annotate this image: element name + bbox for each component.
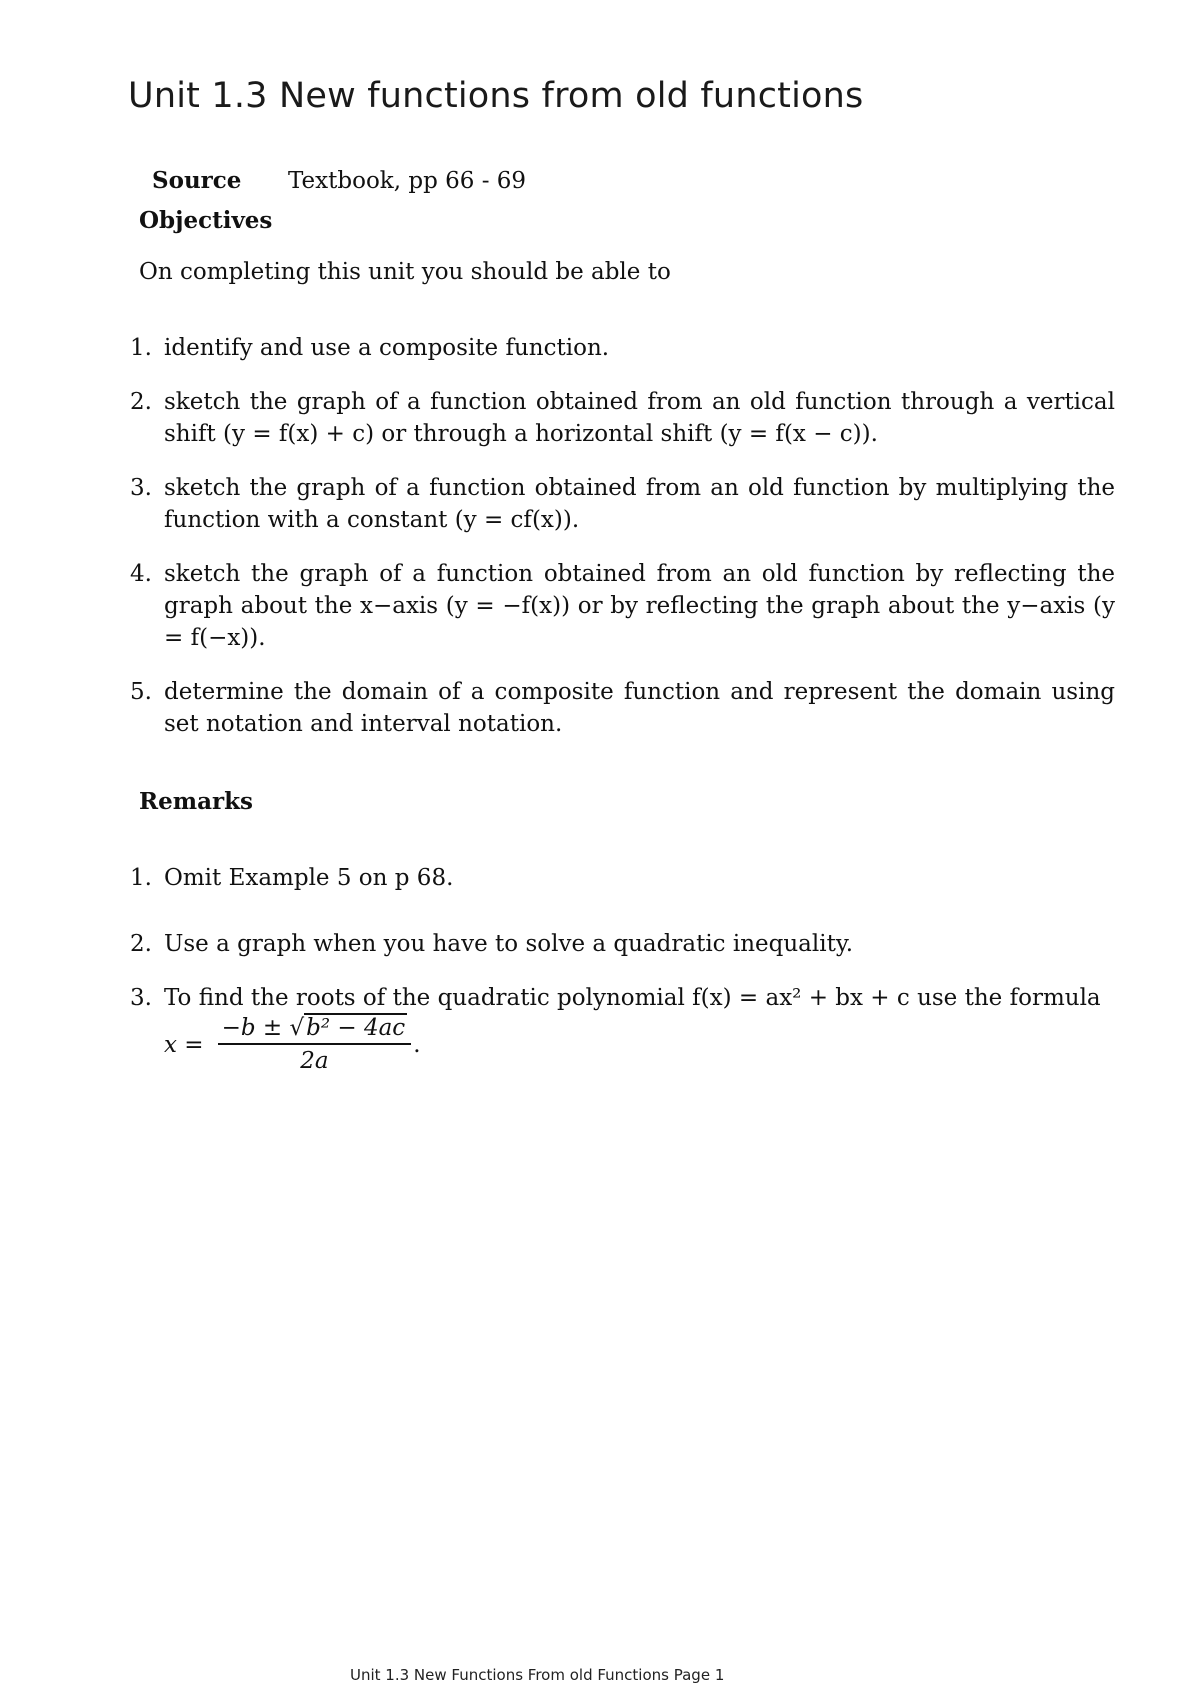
list-item <box>130 332 1115 364</box>
list-item <box>130 558 1115 654</box>
list-item <box>130 676 1115 740</box>
formula-suffix: . <box>413 1031 421 1058</box>
list-item <box>130 472 1115 536</box>
list-item-number: 3. <box>130 475 152 501</box>
list-item-number: 1. <box>130 335 152 361</box>
list-item <box>130 386 1115 450</box>
list-item <box>130 928 1115 960</box>
quadratic-formula <box>164 1015 421 1074</box>
source-row <box>152 167 526 194</box>
list-item-text: sketch the graph of a function obtained from an old function by multiplying the function with a constant (y = cf(x)). <box>164 475 1115 533</box>
objectives-intro: On completing this unit you should be able to <box>139 259 671 285</box>
list-item-number: 4. <box>130 561 152 587</box>
list-item-number: 1. <box>130 865 152 891</box>
list-item-text: Use a graph when you have to solve a quadratic inequality. <box>164 931 854 957</box>
list-item-text: identify and use a composite function. <box>164 335 610 361</box>
formula-radicand: b² − 4ac <box>306 1015 406 1041</box>
list-item-number: 2. <box>130 389 152 415</box>
remarks-heading: Remarks <box>139 788 253 815</box>
list-item-number: 2. <box>130 931 152 957</box>
list-item-text: Omit Example 5 on p 68. <box>164 865 454 891</box>
list-item-number: 3. <box>130 985 152 1011</box>
formula-fraction <box>218 1015 412 1074</box>
list-item <box>130 862 1115 894</box>
list-item-text: To find the roots of the quadratic polynomial f(x) = ax² + bx + c use the formula <box>164 985 1101 1011</box>
objectives-heading: Objectives <box>139 207 273 234</box>
list-item-number: 5. <box>130 679 152 705</box>
page-footer: Unit 1.3 New Functions From old Functions Page 1 <box>350 1666 725 1684</box>
objectives-list <box>130 332 1115 740</box>
formula-numerator-prefix: −b ± √ <box>221 1015 305 1041</box>
page-title: Unit 1.3 New functions from old functions <box>128 76 864 116</box>
source-value: Textbook, pp 66 - 69 <box>288 168 527 194</box>
formula-numerator <box>218 1015 412 1045</box>
formula-lhs: x = <box>164 1031 204 1058</box>
list-item-text: sketch the graph of a function obtained from an old function by reflecting the graph about the x−axis (y = −f(x)) or by reflecting the graph about the y−axis (y = f(−x)). <box>164 561 1115 651</box>
remarks-list <box>130 862 1115 1014</box>
list-item-text: sketch the graph of a function obtained from an old function through a vertical shift (y = f(x) + c) or through a horizontal shift (y = f(x − c)). <box>164 389 1115 447</box>
list-item-text: determine the domain of a composite function and represent the domain using set notation and interval notation. <box>164 679 1115 737</box>
list-item <box>130 982 1115 1014</box>
source-label: Source <box>152 167 242 194</box>
formula-denominator: 2a <box>300 1048 329 1074</box>
